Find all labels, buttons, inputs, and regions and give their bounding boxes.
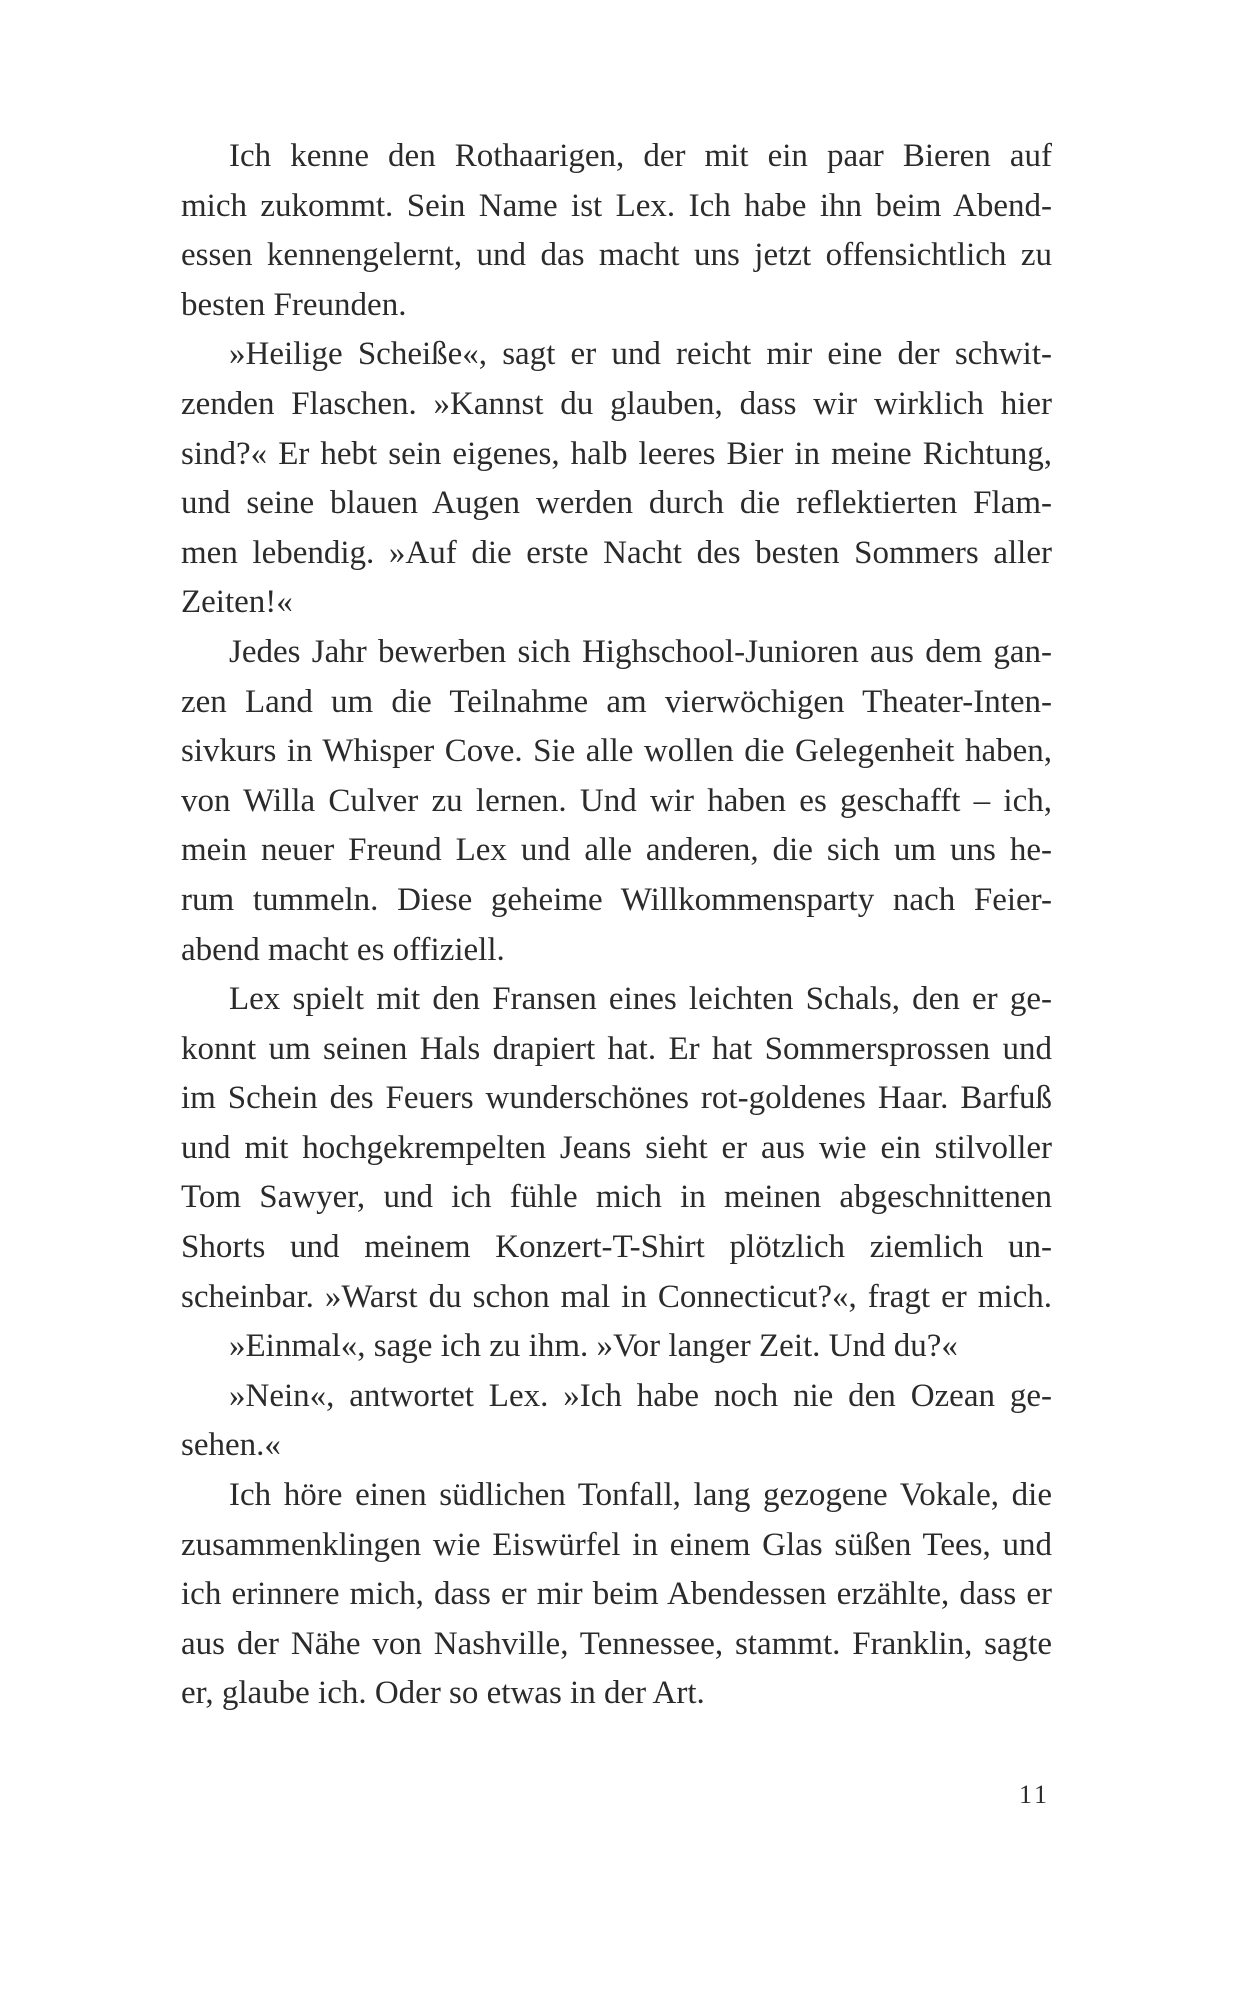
text-line: abend macht es offiziell. bbox=[181, 931, 505, 968]
text-line: scheinbar. »Warst du schon mal in Connecticut?«, fragt er mich. bbox=[181, 1278, 1052, 1315]
text-line: zen Land um die Teilnahme am vierwöchigen Theater-Inten- bbox=[181, 683, 1052, 720]
text-line: zenden Flaschen. »Kannst du glauben, dass wir wirklich hier bbox=[181, 385, 1052, 422]
text-line: »Heilige Scheiße«, sagt er und reicht mir eine der schwit- bbox=[229, 336, 1052, 373]
paragraph bbox=[133, 975, 1052, 1322]
text-line: Tom Sawyer, und ich fühle mich in meinen abgeschnittenen bbox=[181, 1179, 1052, 1216]
paragraph bbox=[133, 1471, 1052, 1719]
text-line: sind?« Er hebt sein eigenes, halb leeres Bier in meine Richtung, bbox=[181, 435, 1052, 472]
paragraph bbox=[133, 628, 1052, 975]
text-line: sehen.« bbox=[181, 1427, 281, 1464]
text-line: Ich kenne den Rothaarigen, der mit ein paar Bieren auf bbox=[229, 138, 1052, 174]
text-line: mein neuer Freund Lex und alle anderen, die sich um uns he- bbox=[181, 832, 1052, 869]
paragraph bbox=[133, 132, 1052, 330]
text-line: er, glaube ich. Oder so etwas in der Art. bbox=[181, 1675, 705, 1712]
text-line: essen kennengelernt, und das macht uns jetzt offensichtlich zu bbox=[181, 237, 1052, 274]
paragraph bbox=[133, 330, 1052, 628]
text-line: »Einmal«, sage ich zu ihm. »Vor langer Zeit. Und du?« bbox=[229, 1328, 958, 1365]
text-line: besten Freunden. bbox=[181, 286, 407, 323]
page-number: 11 bbox=[1018, 1780, 1050, 1809]
text-line: Jedes Jahr bewerben sich Highschool-Junioren aus dem gan- bbox=[229, 633, 1052, 670]
text-line: sivkurs in Whisper Cove. Sie alle wollen die Gelegenheit haben, bbox=[181, 733, 1052, 770]
text-line: Lex spielt mit den Fransen eines leichten Schals, den er ge- bbox=[229, 981, 1052, 1018]
text-line: zusammenklingen wie Eiswürfel in einem Glas süßen Tees, und bbox=[181, 1526, 1052, 1563]
body-text bbox=[133, 132, 1052, 1719]
text-line: mich zukommt. Sein Name ist Lex. Ich habe ihn beim Abend- bbox=[181, 187, 1052, 224]
text-line: men lebendig. »Auf die erste Nacht des besten Sommers aller bbox=[181, 534, 1052, 571]
text-line: und seine blauen Augen werden durch die reflektierten Flam- bbox=[181, 485, 1052, 522]
text-line: konnt um seinen Hals drapiert hat. Er hat Sommersprossen und bbox=[181, 1030, 1052, 1067]
text-line: Shorts und meinem Konzert-T-Shirt plötzlich ziemlich un- bbox=[181, 1229, 1052, 1266]
text-line: aus der Nähe von Nashville, Tennessee, stammt. Franklin, sagte bbox=[181, 1625, 1052, 1662]
text-line: und mit hochgekrempelten Jeans sieht er aus wie ein stilvoller bbox=[181, 1129, 1052, 1166]
paragraph bbox=[133, 1372, 1052, 1471]
text-line: im Schein des Feuers wunderschönes rot-goldenes Haar. Barfuß bbox=[181, 1080, 1052, 1117]
text-line: »Nein«, antwortet Lex. »Ich habe noch nie den Ozean ge- bbox=[229, 1377, 1052, 1414]
text-line: Zeiten!« bbox=[181, 584, 293, 621]
text-line: Ich höre einen südlichen Tonfall, lang gezogene Vokale, die bbox=[229, 1477, 1052, 1514]
text-line: ich erinnere mich, dass er mir beim Abendessen erzählte, dass er bbox=[181, 1576, 1052, 1613]
text-line: rum tummeln. Diese geheime Willkommensparty nach Feier- bbox=[181, 881, 1052, 918]
text-line: von Willa Culver zu lernen. Und wir haben es geschafft – ich, bbox=[181, 782, 1052, 819]
paragraph bbox=[133, 1322, 1052, 1372]
